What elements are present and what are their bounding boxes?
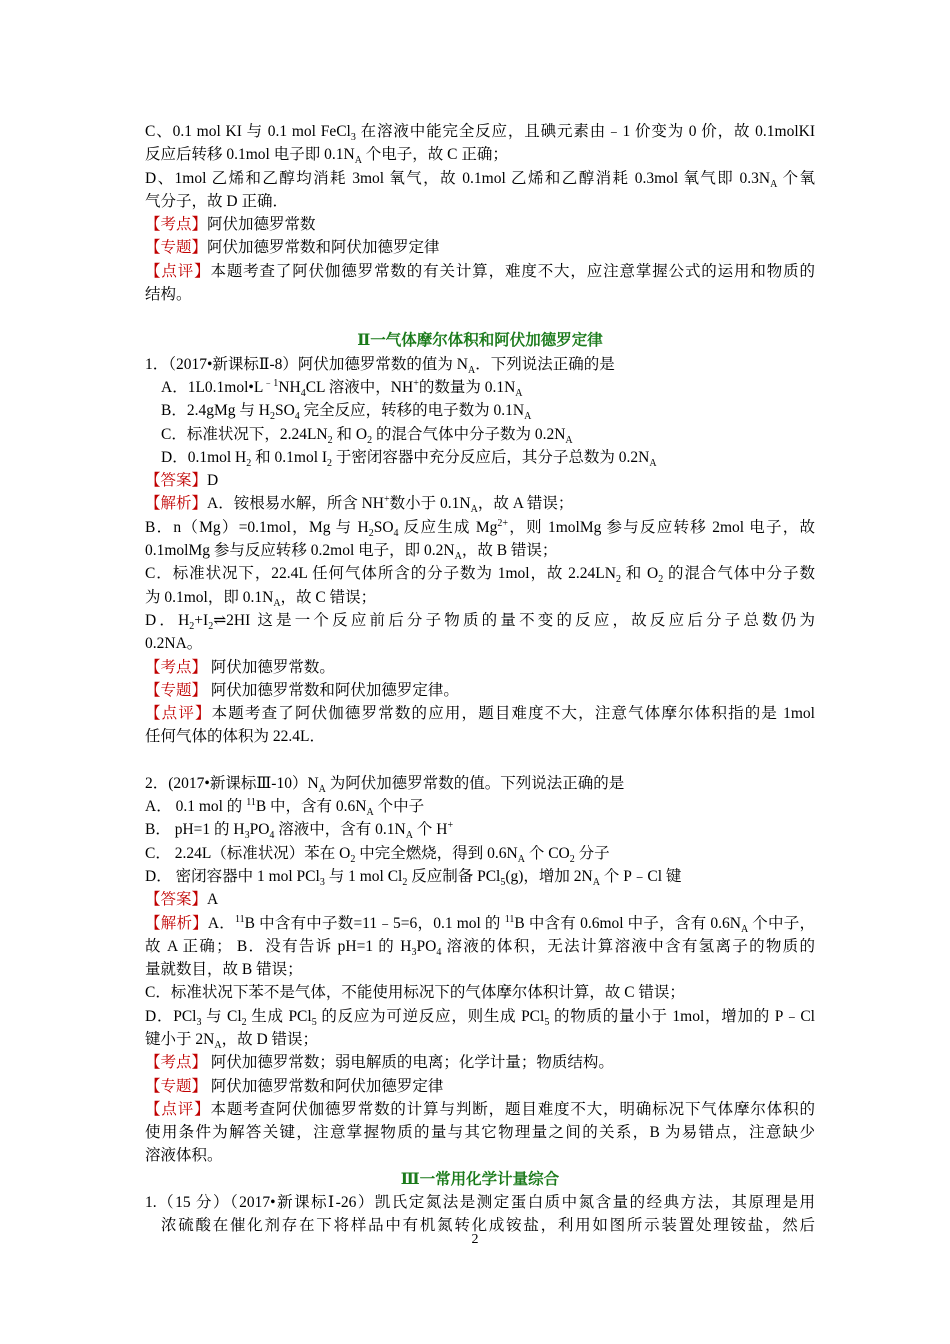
- analysis-line: C．标准状况下苯不是气体，不能使用标况下的气体摩尔体积计算，故 C 错误；: [145, 984, 685, 1002]
- option-c: C．标准状况下，$2.24LN_2$ 和 $O_2$ 的混合气体中分子数为 $0.2N_A$: [161, 425, 573, 446]
- analysis-line: 量就数目，故 B 错误；: [145, 961, 303, 979]
- question-stem: 2．(2017•新课标$Ⅲ-10)N_A$ 为阿伏加德罗常数的值。下列说法正确的是: [145, 774, 625, 795]
- text-line: 任何气体的体积为 22.4L．: [145, 728, 325, 746]
- analysis-line: D．$H_2+I_2\rightleftharpoons 2HI$ 这是一个反应前后分子物质的量不变的反应，故反应后分子总数仍为: [145, 611, 815, 633]
- analysis-line: 故 A 正确； B．没有告诉 pH=1 的 $H_3PO_4$ 溶液的体积，无法计算溶液中含有氢离子的物质的: [145, 937, 815, 958]
- answer-line: 【答案】D: [145, 472, 219, 490]
- section-title: Ⅱ一气体摩尔体积和阿伏加德罗定律: [357, 332, 603, 350]
- question-stem: 1．（2017•新课标Ⅱ-8）阿伏加德罗常数的值为 $N_A$．下列说法正确的是: [145, 355, 615, 376]
- dianping-line: 【点评】本题考查了阿伏伽德罗常数的有关计算，难度不大，应注意掌握公式的运用和物质的: [145, 262, 815, 280]
- text-line: 反应后转移 0.1mol 电子即 $0.1N_A$ 个电子，故 C 正确；: [145, 146, 508, 167]
- option-c: C． 2.24L（标准状况）苯在 $O_2$ 中完全燃烧，得到 $0.6N_A$ 个 $CO_2$ 分子: [145, 844, 610, 865]
- question-stem: 1.（15 分）（2017•新课标Ⅰ-26）凯氏定氮法是测定蛋白质中氮含量的经典方法，其原理是用: [145, 1194, 815, 1212]
- dianping-line: 【点评】本题考查阿伏伽德罗常数的计算与判断，题目难度不大，明确标况下气体摩尔体积的: [145, 1100, 815, 1118]
- option-d: D．0.1mol $H_2$ 和 0.1mol $I_2$ 于密闭容器中充分反应后，其分子总数为 $0.2N_A$: [161, 448, 657, 469]
- text-line: D、1mol 乙烯和乙醇均消耗 3mol 氧气，故 0.1mol 乙烯和乙醇消耗 0.3mol 氧气即 $0.3N_A$ 个氧: [145, 169, 815, 190]
- analysis-line: C．标准状况下，22.4L 任何气体所含的分子数为 1mol，故 $2.24LN_2$ 和 $O_2$ 的混合气体中分子数: [145, 565, 815, 586]
- zhuanti-line: 【专题】阿伏加德罗常数和阿伏加德罗定律: [145, 239, 440, 257]
- analysis-line: 键小于 $2N_A$，故 D 错误；: [145, 1030, 319, 1052]
- dianping-line: 【点评】本题考查了阿伏伽德罗常数的应用，题目难度不大，注意气体摩尔体积指的是 1mol: [145, 705, 815, 723]
- option-d: D． 密闭容器中 1 mol PCl$_3$ 与 1 mol $Cl_2$ 反应制备 PCl$_5$(g)，增加 $2N_A$ 个 P﹣Cl 键: [145, 867, 682, 888]
- analysis-line: 0.1molMg 参与反应转移 0.2mol 电子，即 $0.2N_A$，故 B 错误；: [145, 542, 558, 563]
- analysis-line: 为 0.1mol，即 $0.1N_A$，故 C 错误；: [145, 588, 377, 609]
- page-number: 2: [471, 1232, 479, 1247]
- answer-line: 【答案】A: [145, 891, 219, 909]
- text-line: C、0.1 mol KI 与 0.1 mol FeCl$_3$ 在溶液中能完全反应，且碘元素由﹣1 价变为 0 价，故 0.1molKI: [145, 123, 815, 144]
- text-line: 使用条件为解答关键，注意掌握物质的量与其它物理量之间的关系，B 为易错点，注意缺少: [145, 1124, 815, 1142]
- kaodian-line: 【考点】阿伏加德罗常数: [145, 216, 316, 234]
- text-line: 结构。: [145, 286, 192, 304]
- text-line: 溶液体积。: [145, 1147, 223, 1165]
- analysis-line: D．PCl$_3$ 与 $Cl_2$ 生成 PCl$_5$ 的反应为可逆反应，则生成 PCl$_5$ 的物质的量小于 1mol，增加的 P﹣Cl: [145, 1007, 815, 1028]
- section-title: Ⅲ一常用化学计量综合: [400, 1170, 560, 1188]
- analysis-line: 【解析】A．铵根易水解，所含 NH+数小于 $0.1N_A$，故 A 错误；: [145, 494, 574, 516]
- zhuanti-line: 【专题】 阿伏加德罗常数和阿伏加德罗定律: [145, 1077, 444, 1095]
- analysis-line: 0.2NA。: [145, 635, 203, 653]
- text-line: 气分子，故 D 正确．: [145, 192, 288, 210]
- kaodian-line: 【考点】 阿伏加德罗常数。: [145, 658, 335, 676]
- kaodian-line: 【考点】 阿伏加德罗常数；弱电解质的电离；化学计量；物质结构。: [145, 1054, 614, 1072]
- question-stem: 浓硫酸在催化剂存在下将样品中有机氮转化成铵盐，利用如图所示装置处理铵盐，然后: [161, 1217, 815, 1235]
- option-b: B． pH=1 的 $H_3PO_4$ 溶液中，含有 $0.1N_A$ 个 H+: [145, 820, 454, 842]
- page-content: [145, 120, 815, 1238]
- option-b: B．2.4gMg 与 $H_2SO_4$ 完全反应，转移的电子数为 $0.1N_A$: [161, 402, 532, 423]
- option-a: A．$1L0.1mol•L^{﹣1}NH_4CL$ 溶液中，NH+的数量为 $0.1N_A$: [161, 377, 523, 400]
- analysis-line: 【解析】A．$^{11}$B 中含有中子数=11﹣5=6，0.1 mol 的 $^{11}$B 中含有 0.6mol 中子，含有 $0.6N_A$ 个中子，: [145, 913, 815, 935]
- analysis-line: B．n（Mg）=0.1mol，Mg 与 $H_2SO_4$ 反应生成 $Mg^{2+}$，则 1molMg 参与反应转移 2mol 电子，故: [145, 517, 815, 539]
- zhuanti-line: 【专题】 阿伏加德罗常数和阿伏加德罗定律。: [145, 681, 459, 699]
- option-a: A． 0.1 mol 的 $^{11}$B 中，含有 $0.6N_A$ 个中子: [145, 796, 425, 819]
